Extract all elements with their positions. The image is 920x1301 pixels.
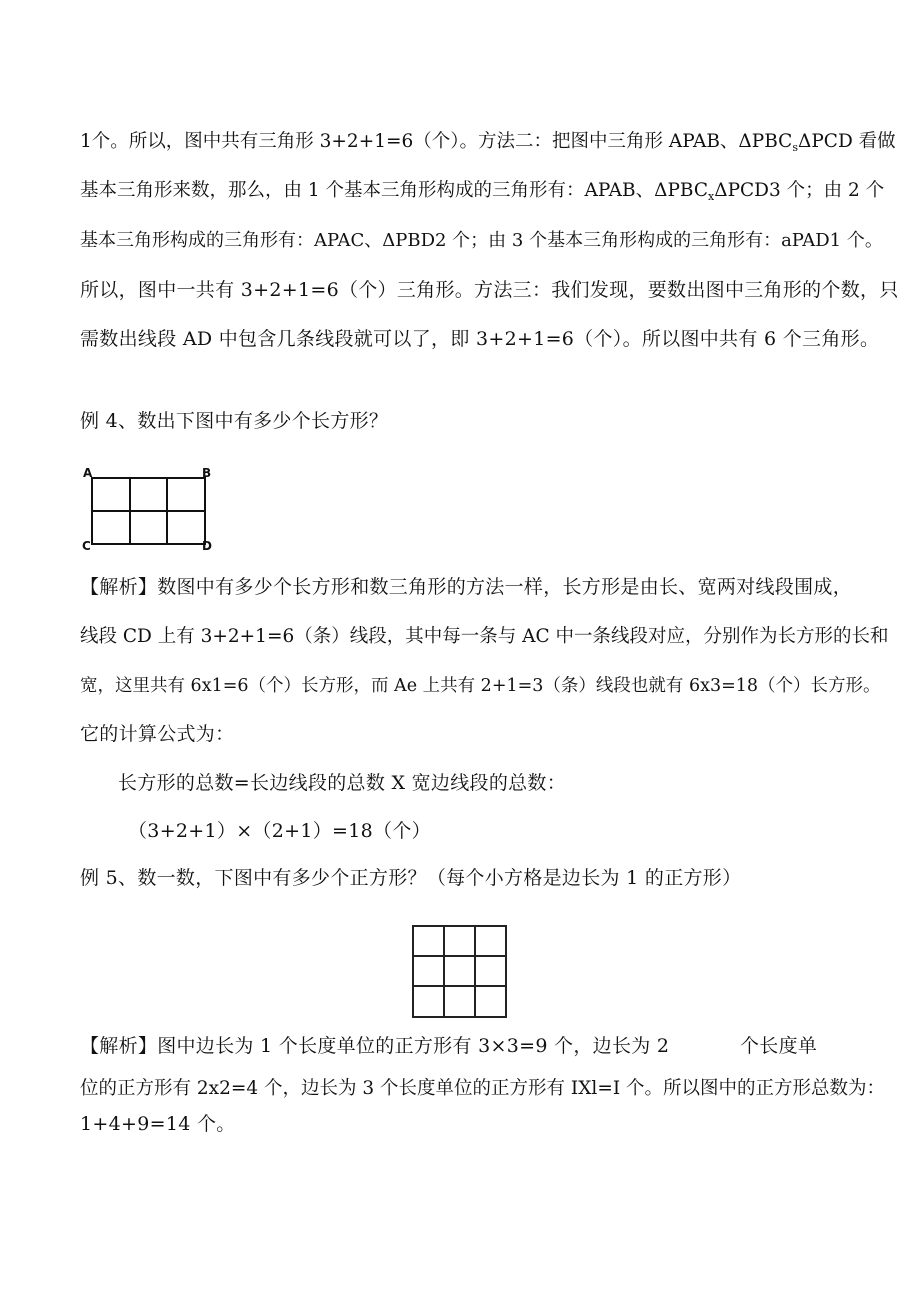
example5-analysis-line1b: 个长度单 xyxy=(740,1035,818,1057)
square-grid-outer xyxy=(413,926,506,1017)
example4-analysis-line4: 它的计算公式为： xyxy=(80,723,235,745)
example4-question: 例 4、数出下图中有多少个长方形？ xyxy=(80,410,389,432)
paragraph1-line4: 所以，图中一共有 3+2+1=6（个）三角形。方法三：我们发现，要数出图中三角形的个数，只 xyxy=(80,279,899,301)
label-b: B xyxy=(202,466,212,480)
example5-question: 例 5、数一数，下图中有多少个正方形？（每个小方格是边长为 1 的正方形） xyxy=(80,867,742,889)
paragraph1-line3: 基本三角形构成的三角形有：APAC、ΔPBD2 个；由 3 个基本三角形构成的三角形有：aPAD1 个。 xyxy=(80,230,883,251)
example4-analysis-line1: 【解析】数图中有多少个长方形和数三角形的方法一样，长方形是由长、宽两对线段围成， xyxy=(80,576,853,598)
rectangle-grid-svg xyxy=(80,466,220,556)
paragraph1-line2: 基本三角形来数，那么，由 1 个基本三角形构成的三角形有：APAB、$\Delta PBC_x\Delta PCD3$ 个；由 2 个 xyxy=(80,180,885,203)
rectangle-grid-figure xyxy=(80,466,220,556)
paragraph1-line5: 需数出线段 AD 中包含几条线段就可以了，即 3+2+1=6（个）。所以图中共有 6 个三角形。 xyxy=(80,328,880,350)
label-d: D xyxy=(202,539,212,553)
example4-formula: 长方形的总数=长边线段的总数 X 宽边线段的总数： xyxy=(118,772,567,794)
example4-calculation: （3+2+1）×（2+1）=18（个） xyxy=(128,820,431,842)
square-grid-svg xyxy=(410,924,510,1020)
example4-analysis-line3: 宽，这里共有 6x1=6（个）长方形，而 Ae 上共有 2+1=3（条）线段也就有 6x3=18（个）长方形。 xyxy=(80,676,881,696)
square-grid-figure xyxy=(410,924,510,1020)
example5-analysis-line1a: 【解析】图中边长为 1 个长度单位的正方形有 3×3=9 个，边长为 2 xyxy=(80,1035,670,1057)
paragraph1-line1: 1个。所以，图中共有三角形 3+2+1=6（个）。方法二：把图中三角形 APAB、$\Delta PBC_s\Delta PCD$ 看做 xyxy=(80,131,896,154)
example4-analysis-line2: 线段 CD 上有 3+2+1=6（条）线段，其中每一条与 AC 中一条线段对应，分别作为长方形的长和 xyxy=(80,626,889,647)
example5-analysis-line3: 1+4+9=14 个。 xyxy=(80,1113,236,1135)
example5-analysis-line2: 位的正方形有 2x2=4 个，边长为 3 个长度单位的正方形有 IXl=I 个。所以图中的正方形总数为： xyxy=(80,1078,886,1099)
label-a: A xyxy=(83,466,93,480)
label-c: C xyxy=(82,539,91,553)
